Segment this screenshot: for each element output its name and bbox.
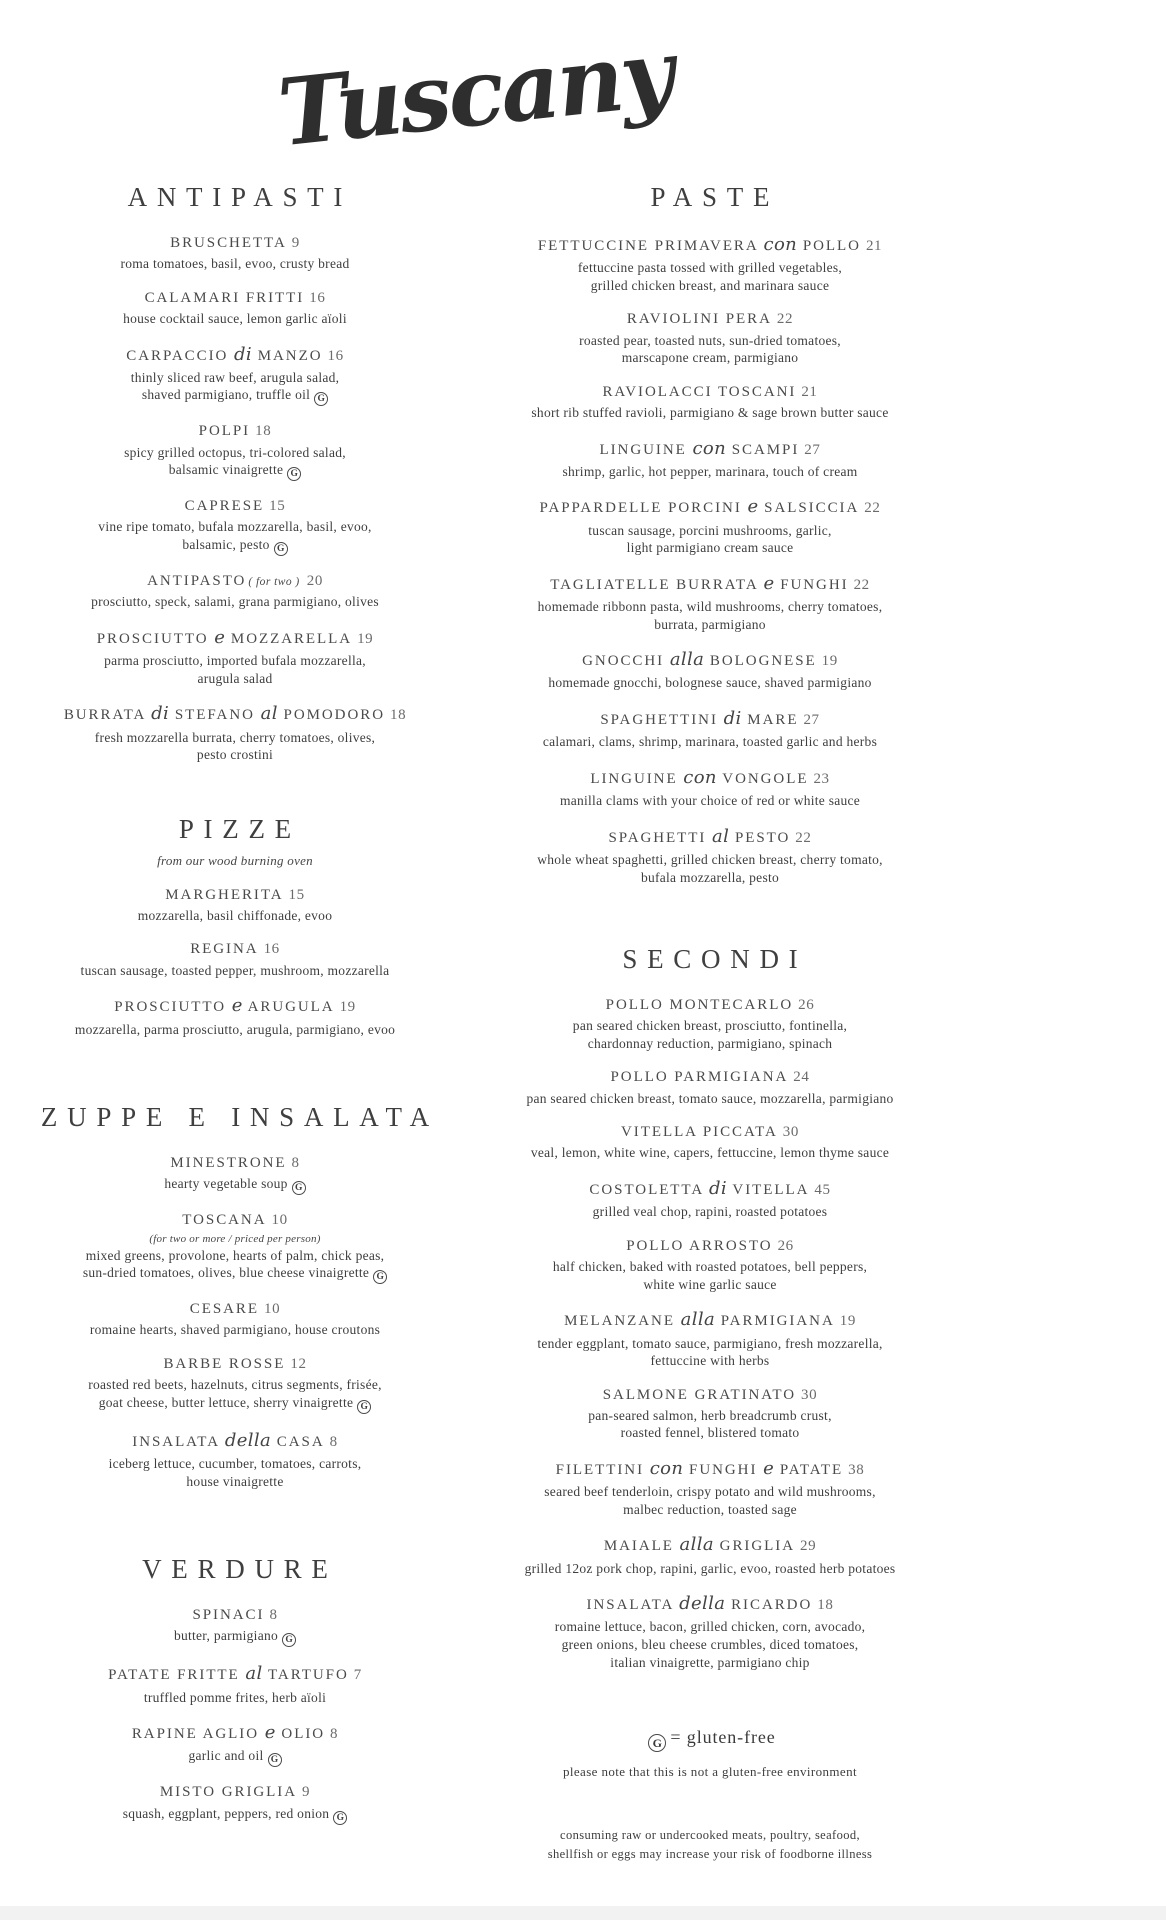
- menu-item: [0, 1605, 470, 1647]
- item-name: LINGUINE con SCAMPI: [599, 437, 800, 459]
- item-description: mozzarella, basil chiffonade, evoo: [137, 907, 333, 923]
- item-price: 18: [817, 1597, 834, 1614]
- script-word: con: [692, 437, 727, 459]
- menu-item: [0, 1153, 470, 1195]
- item-name: PATATE FRITTE al TARTUFO: [108, 1663, 349, 1685]
- item-name: MARGHERITA: [165, 886, 284, 903]
- menu-item: [470, 572, 950, 633]
- item-name-and-price: [0, 1429, 470, 1453]
- gluten-free-icon: G: [373, 1270, 387, 1284]
- section-subtitle: from our wood burning oven: [157, 852, 313, 868]
- menu-item: [470, 1385, 950, 1442]
- menu-item: [0, 421, 470, 481]
- item-price: 19: [339, 999, 356, 1016]
- item-name: SPAGHETTI al PESTO: [608, 825, 791, 847]
- item-name-and-price: [470, 309, 950, 329]
- restaurant-logo: Tuscany: [273, 18, 677, 168]
- item-description: homemade ribbonn pasta, wild mushrooms, cherry tomatoes, burrata, parmigiano: [537, 599, 883, 632]
- item-name-and-price: [0, 1782, 470, 1802]
- script-word: e: [264, 1722, 276, 1744]
- item-name: CARPACCIO di MANZO: [126, 343, 323, 365]
- item-price: 15: [288, 886, 305, 903]
- item-price: 23: [813, 770, 830, 787]
- item-price: 18: [255, 423, 272, 440]
- script-word: alla: [680, 1309, 716, 1331]
- item-name: RAPINE AGLIO e OLIO: [131, 1722, 326, 1744]
- item-price: 12: [290, 1355, 307, 1372]
- right-column-sections: [470, 182, 950, 1671]
- item-name-and-price: [470, 766, 950, 790]
- item-name-and-price: [0, 1605, 470, 1625]
- gluten-free-icon: G: [357, 1400, 371, 1414]
- gluten-free-icon: G: [292, 1181, 306, 1195]
- item-price: 8: [329, 1433, 338, 1450]
- item-price: 20: [306, 573, 323, 590]
- item-description: grilled 12oz pork chop, rapini, garlic, evoo, roasted herb potatoes: [524, 1560, 896, 1576]
- item-name: TOSCANA: [182, 1212, 267, 1229]
- item-name: SPINACI: [192, 1607, 265, 1624]
- item-description: tuscan sausage, porcini mushrooms, garlic, light parmigiano cream sauce: [588, 522, 832, 556]
- item-description: homemade gnocchi, bolognese sauce, shaved parmigiano: [548, 675, 872, 691]
- item-price: 10: [271, 1212, 288, 1229]
- item-name-and-price: [470, 648, 950, 672]
- item-description: calamari, clams, shrimp, marinara, toasted garlic and herbs: [542, 734, 878, 750]
- script-word: e: [231, 995, 243, 1017]
- menu-item: [470, 1592, 950, 1671]
- script-word: e: [763, 1457, 775, 1479]
- item-description: half chicken, baked with roasted potatoes, bell peppers, white wine garlic sauce: [552, 1259, 868, 1292]
- item-name-and-price: [470, 1308, 950, 1332]
- item-price: 22: [853, 576, 870, 593]
- item-description: pan-seared salmon, herb breadcrumb crust, roasted fennel, blistered tomato: [588, 1407, 832, 1441]
- item-price: 19: [357, 630, 374, 647]
- gluten-free-icon: G: [314, 392, 328, 406]
- gf-environment-note: please note that this is not a gluten-free environment: [563, 1764, 857, 1780]
- menu-item: [0, 288, 470, 328]
- item-name-and-price: [0, 994, 470, 1018]
- script-word: alla: [669, 649, 705, 671]
- item-name-and-price: [470, 572, 950, 596]
- menu-item: [470, 382, 950, 422]
- item-name-and-price: [0, 1210, 470, 1230]
- gluten-free-icon: G: [333, 1811, 347, 1825]
- script-word: di: [708, 1178, 727, 1200]
- menu-item: [470, 995, 950, 1052]
- item-description: iceberg lettuce, cucumber, tomatoes, carrots, house vinaigrette: [108, 1455, 362, 1489]
- item-name-and-price: [470, 1122, 950, 1142]
- item-description: butter, parmigiano G: [0, 1627, 470, 1647]
- item-name: POLLO ARROSTO: [626, 1237, 773, 1254]
- item-price: 15: [269, 498, 286, 515]
- menu-item: [470, 1067, 950, 1107]
- item-price: 29: [799, 1538, 817, 1555]
- gluten-free-icon: G: [287, 467, 301, 481]
- script-word: e: [747, 496, 759, 518]
- left-column: [0, 182, 470, 1840]
- item-name: MISTO GRIGLIA: [159, 1784, 298, 1801]
- item-name-and-price: [0, 939, 470, 959]
- item-name: BARBE ROSSE: [163, 1355, 286, 1372]
- item-name: INSALATA della RICARDO: [586, 1593, 813, 1615]
- logo-area: [0, 18, 950, 168]
- item-description: mozzarella, parma prosciutto, arugula, parmigiano, evoo: [74, 1021, 396, 1037]
- item-description: vine ripe tomato, bufala mozzarella, basil, evoo, balsamic, pesto G: [98, 519, 372, 555]
- menu-item: [0, 571, 470, 611]
- item-serving-note: ( for two ): [248, 576, 300, 589]
- item-name-and-price: [470, 1177, 950, 1201]
- item-name: FETTUCCINE PRIMAVERA con POLLO: [537, 234, 861, 255]
- section-title: ZUPPE E INSALATA: [40, 1102, 439, 1133]
- menu-item: [470, 1236, 950, 1293]
- gluten-free-icon: G: [282, 1633, 296, 1647]
- item-name-and-price: [0, 1153, 470, 1173]
- item-price: 8: [269, 1607, 278, 1624]
- item-name: ANTIPASTO: [147, 573, 247, 590]
- menu-item: [0, 1662, 470, 1706]
- item-price: 21: [801, 383, 818, 400]
- item-description: romaine hearts, shaved parmigiano, house croutons: [89, 1322, 381, 1338]
- item-price: 27: [803, 712, 820, 728]
- item-description: veal, lemon, white wine, capers, fettuccine, lemon thyme sauce: [530, 1145, 890, 1161]
- item-price: 19: [821, 653, 838, 670]
- item-price: 27: [804, 441, 821, 458]
- section-title: VERDURE: [142, 1554, 338, 1585]
- item-name-and-price: [0, 571, 470, 591]
- item-description: whole wheat spaghetti, grilled chicken breast, cherry tomato, bufala mozzarella, pesto: [537, 851, 883, 885]
- item-name: PROSCIUTTO e MOZZARELLA: [96, 626, 353, 648]
- gluten-free-icon: G: [648, 1734, 666, 1752]
- menu-section-verdure: [0, 1554, 470, 1825]
- item-name: POLLO MONTECARLO: [605, 997, 794, 1014]
- menu-item: [470, 1533, 950, 1577]
- menu-item: [470, 825, 950, 886]
- item-name: CAPRESE: [184, 498, 265, 515]
- script-word: di: [234, 343, 253, 365]
- item-name-and-price: [470, 1067, 950, 1087]
- script-word: al: [712, 825, 730, 847]
- menu-item: [0, 939, 470, 979]
- item-name-and-price: [470, 825, 950, 849]
- menu-item: [0, 1429, 470, 1490]
- script-word: con: [683, 766, 717, 788]
- item-name: BRUSCHETTA: [170, 235, 287, 251]
- menu-section-paste: [470, 182, 950, 886]
- item-name: SPAGHETTINI di MARE: [600, 708, 799, 729]
- item-name: CALAMARI FRITTI: [144, 289, 305, 306]
- menu-item: [0, 702, 470, 763]
- item-description: spicy grilled octopus, tri-colored salad, balsamic vinaigrette G: [124, 444, 346, 480]
- item-name-and-price: [470, 707, 950, 731]
- right-column: [470, 182, 950, 1864]
- menu-item: [470, 1122, 950, 1162]
- item-description: prosciutto, speck, salami, grana parmigiano, olives: [91, 594, 379, 610]
- item-name-and-price: [470, 495, 950, 519]
- menu-item: [0, 1299, 470, 1339]
- menu-item: [470, 1308, 950, 1369]
- script-word: di: [151, 703, 170, 725]
- item-name: POLLO PARMIGIANA: [610, 1069, 789, 1086]
- item-name-and-price: [470, 233, 950, 257]
- item-price: 19: [839, 1313, 856, 1330]
- script-word: al: [260, 703, 278, 725]
- item-description: fettuccine pasta tossed with grilled vegetables, grilled chicken breast, and marinara sauce: [577, 260, 843, 293]
- menu-item: [470, 1177, 950, 1221]
- menu-item: [470, 707, 950, 751]
- item-description: manilla clams with your choice of red or white sauce: [559, 793, 861, 809]
- menu-item: [0, 1354, 470, 1414]
- item-name-and-price: [470, 1592, 950, 1616]
- item-name-and-price: [470, 382, 950, 402]
- item-price: 24: [793, 1069, 810, 1086]
- disclaimer-line1: consuming raw or undercooked meats, poultry, seafood,: [560, 1828, 860, 1843]
- menu-item: [470, 648, 950, 692]
- item-name: RAVIOLACCI TOSCANI: [602, 383, 797, 400]
- item-description: truffled pomme frites, herb aïoli: [143, 1689, 327, 1705]
- item-name: CESARE: [189, 1301, 259, 1318]
- disclaimer: [470, 1826, 950, 1864]
- item-name: COSTOLETTA di VITELLA: [589, 1178, 810, 1200]
- item-name-and-price: [0, 1721, 470, 1745]
- item-price: 16: [263, 941, 280, 958]
- item-description: garlic and oil G: [0, 1747, 470, 1767]
- item-price: 8: [330, 1726, 339, 1743]
- item-name-and-price: [0, 1299, 470, 1319]
- item-description: short rib stuffed ravioli, parmigiano & sage brown butter sauce: [531, 404, 889, 420]
- menu-item: [0, 885, 470, 925]
- item-name: BURRATA di STEFANO al POMODORO: [63, 703, 385, 725]
- item-description: hearty vegetable soup G: [0, 1175, 470, 1195]
- item-price: 38: [848, 1461, 865, 1478]
- item-name-and-price: [0, 343, 470, 367]
- item-price: 26: [798, 997, 815, 1014]
- menu-section-secondi: [470, 944, 950, 1671]
- item-price: 7: [353, 1667, 362, 1684]
- item-name-and-price: [0, 1354, 470, 1374]
- item-name-and-price: [470, 1533, 950, 1557]
- item-name: TAGLIATELLE BURRATA e FUNGHI: [550, 572, 849, 594]
- script-word: della: [679, 1593, 726, 1615]
- menu-item: [470, 766, 950, 810]
- item-name: FILETTINI con FUNGHI e PATATE: [555, 1457, 844, 1479]
- item-price: 22: [776, 311, 794, 328]
- menu-item: [0, 994, 470, 1038]
- menu-item: [0, 343, 470, 407]
- item-price: 8: [291, 1155, 300, 1172]
- script-word: con: [649, 1457, 684, 1479]
- item-price: 9: [302, 1784, 311, 1801]
- item-price: 16: [309, 289, 326, 306]
- item-name-and-price: [470, 1457, 950, 1481]
- item-name-and-price: [0, 233, 470, 253]
- menu-item: [470, 233, 950, 294]
- item-description: squash, eggplant, peppers, red onion G: [0, 1805, 470, 1825]
- item-description: thinly sliced raw beef, arugula salad, shaved parmigiano, truffle oil G: [130, 369, 340, 405]
- item-subnote: (for two or more / priced per person): [149, 1232, 321, 1245]
- item-price: 26: [777, 1237, 794, 1254]
- item-price: 30: [782, 1124, 799, 1141]
- item-name-and-price: [0, 1662, 470, 1686]
- item-description: tender eggplant, tomato sauce, parmigiano, fresh mozzarella, fettuccine with herbs: [537, 1335, 883, 1369]
- item-name: PAPPARDELLE PORCINI e SALSICCIA: [539, 496, 860, 518]
- item-price: 10: [264, 1301, 281, 1318]
- menu-columns: [0, 182, 950, 1864]
- menu-section-zuppe-e-insalata: [0, 1102, 470, 1490]
- item-name-and-price: [470, 1385, 950, 1405]
- item-price: 30: [801, 1386, 818, 1403]
- item-price: 45: [814, 1182, 831, 1199]
- menu-item: [0, 1721, 470, 1767]
- gluten-free-legend: [470, 1727, 950, 1780]
- item-description: house cocktail sauce, lemon garlic aïoli: [123, 311, 347, 327]
- item-name: MINESTRONE: [170, 1155, 287, 1172]
- item-description: roasted pear, toasted nuts, sun-dried tomatoes, marscapone cream, parmigiano: [579, 332, 841, 366]
- item-price: 22: [864, 500, 881, 517]
- menu-item: [0, 1210, 470, 1284]
- script-word: al: [245, 1663, 263, 1685]
- item-name-and-price: [0, 421, 470, 441]
- item-name: LINGUINE con VONGOLE: [590, 766, 809, 788]
- menu-item: [0, 233, 470, 273]
- item-price: 16: [327, 347, 344, 364]
- script-word: con: [763, 234, 798, 255]
- menu-section-antipasti: [0, 182, 470, 764]
- gluten-free-icon: G: [274, 542, 288, 556]
- menu-section-pizze: [0, 814, 470, 1038]
- menu-item: [470, 1457, 950, 1518]
- script-word: e: [214, 626, 226, 648]
- section-title: PASTE: [650, 182, 780, 212]
- item-name: PROSCIUTTO e ARUGULA: [114, 995, 335, 1017]
- gf-legend-text: = gluten-free: [670, 1727, 776, 1748]
- item-description: pan seared chicken breast, tomato sauce, mozzarella, parmigiano: [526, 1090, 894, 1106]
- disclaimer-line2: shellfish or eggs may increase your risk of foodborne illness: [547, 1846, 873, 1861]
- script-word: della: [224, 1429, 272, 1451]
- item-description: roasted red beets, hazelnuts, citrus segments, frisée, goat cheese, butter lettuce, sherry vinaigrette G: [88, 1377, 382, 1412]
- gluten-free-icon: G: [268, 1753, 282, 1767]
- menu-item: [0, 1782, 470, 1824]
- item-description: romaine lettuce, bacon, grilled chicken, corn, avocado, green onions, bleu cheese crumbles, diced tomatoes, italian vinaigrette, parmigiano chip: [554, 1619, 866, 1670]
- menu-item: [470, 437, 950, 481]
- menu-item: [0, 626, 470, 687]
- script-word: di: [723, 708, 742, 729]
- item-name: POLPI: [198, 423, 251, 440]
- item-name: MAIALE alla GRIGLIA: [603, 1534, 795, 1556]
- item-description: grilled veal chop, rapini, roasted potatoes: [592, 1204, 828, 1220]
- item-name: VITELLA PICCATA: [621, 1124, 778, 1141]
- item-description: shrimp, garlic, hot pepper, marinara, touch of cream: [562, 463, 858, 479]
- item-name-and-price: [470, 1236, 950, 1256]
- item-name: RAVIOLINI PERA: [626, 311, 772, 328]
- section-title: PIZZE: [178, 813, 301, 844]
- item-price: 18: [389, 707, 407, 724]
- item-name: SALMONE GRATINATO: [602, 1386, 797, 1403]
- item-price: 9: [291, 235, 300, 251]
- item-description: tuscan sausage, toasted pepper, mushroom, mozzarella: [80, 962, 390, 978]
- item-name-and-price: [0, 702, 470, 726]
- section-title: SECONDI: [622, 944, 808, 975]
- item-price: 22: [795, 829, 812, 846]
- menu-item: [0, 496, 470, 556]
- item-description: fresh mozzarella burrata, cherry tomatoes, olives, pesto crostini: [94, 729, 376, 763]
- item-name-and-price: [0, 288, 470, 308]
- item-name: GNOCCHI alla BOLOGNESE: [582, 649, 817, 671]
- item-description: pan seared chicken breast, prosciutto, fontinella, chardonnay reduction, parmigiano, spinach: [572, 1018, 848, 1051]
- script-word: e: [763, 572, 775, 594]
- item-description: parma prosciutto, imported bufala mozzarella, arugula salad: [104, 653, 366, 686]
- item-description: seared beef tenderloin, crispy potato and wild mushrooms, malbec reduction, toasted sage: [544, 1484, 876, 1517]
- item-name-and-price: [0, 885, 470, 905]
- item-name-and-price: [470, 995, 950, 1015]
- item-name-and-price: [0, 626, 470, 650]
- item-description: roma tomatoes, basil, evoo, crusty bread: [120, 256, 350, 272]
- item-name: REGINA: [190, 941, 259, 958]
- menu-item: [470, 309, 950, 366]
- gf-legend-line: [470, 1727, 950, 1752]
- script-word: alla: [679, 1534, 714, 1556]
- page-bottom-edge: [0, 1906, 1166, 1920]
- item-price: 21: [865, 238, 883, 254]
- menu-item: [470, 495, 950, 556]
- item-name-and-price: [0, 496, 470, 516]
- section-title: ANTIPASTI: [127, 182, 353, 212]
- item-name-and-price: [470, 437, 950, 461]
- item-description: mixed greens, provolone, hearts of palm, chick peas, sun-dried tomatoes, olives, blue cheese vinaigrette G: [0, 1247, 470, 1285]
- item-name: INSALATA della CASA: [132, 1429, 325, 1451]
- item-name: MELANZANE alla PARMIGIANA: [564, 1309, 835, 1331]
